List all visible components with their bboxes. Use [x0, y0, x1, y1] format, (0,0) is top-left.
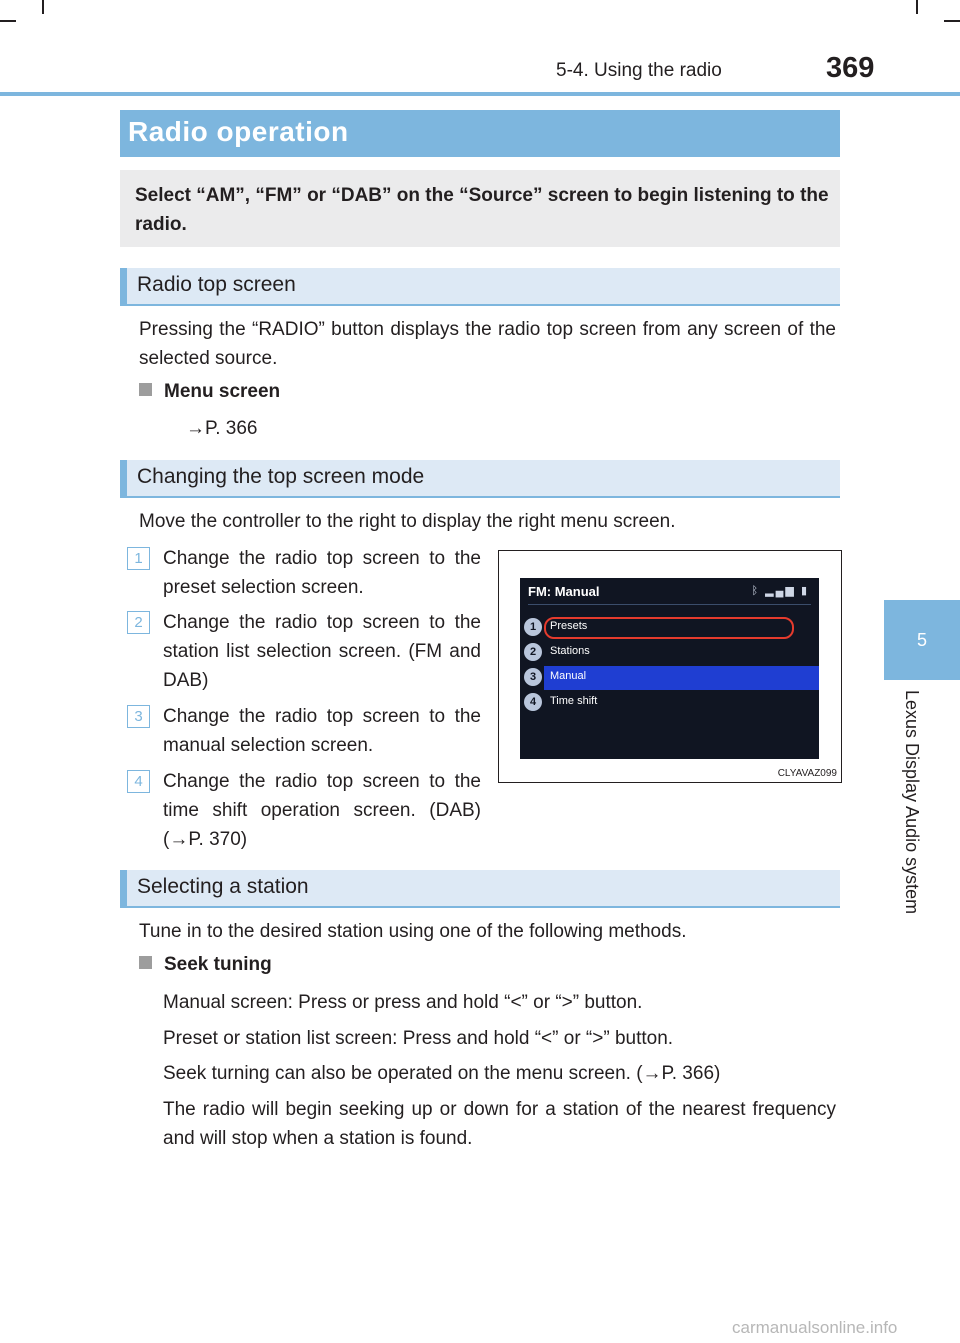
subheading-label: Radio top screen — [137, 273, 296, 296]
menu-screen-heading — [139, 381, 280, 403]
crop-mark-top-left — [42, 0, 44, 14]
menu-item-time-shift[interactable] — [520, 691, 819, 715]
intro-box — [120, 170, 840, 247]
menu-item-manual[interactable] — [520, 666, 819, 690]
subheading-radio-top-screen — [120, 268, 840, 304]
menu-item-presets[interactable] — [520, 616, 819, 640]
menu-label: Presets — [550, 620, 588, 632]
menu-label: Manual — [550, 670, 587, 682]
step-number-2: 2 — [127, 611, 150, 634]
watermark: carmanualsonline.info — [732, 1318, 898, 1337]
radio-screen-figure — [498, 550, 842, 783]
step-text-2: Change the radio top screen to the station list selection screen. (FM and DAB) — [163, 612, 481, 691]
crop-mark-top-left-h — [0, 20, 16, 22]
step-number-1: 1 — [127, 547, 150, 570]
seek-line-3: Seek turning can also be operated on the menu screen. (→P. 366) — [163, 1063, 721, 1084]
page-number: 369 — [826, 52, 875, 84]
figure-caption: CLYAVAZ099 — [777, 768, 837, 779]
step-number-3: 3 — [127, 705, 150, 728]
menu-label: Stations — [550, 645, 590, 657]
menu-number: 2 — [524, 643, 542, 661]
menu-label: Time shift — [550, 695, 598, 707]
seek-line-1: Manual screen: Press or press and hold “<” or “>” button. — [163, 992, 643, 1013]
battery-icon: ▮ — [800, 585, 809, 597]
screen-title: FM: Manual — [528, 584, 600, 599]
selecting-station-text: Tune in to the desired station using one of the following methods. — [139, 921, 687, 942]
crop-mark-top-right — [916, 0, 918, 14]
header-rule — [0, 92, 960, 96]
step-text-1: Change the radio top screen to the preset selection screen. — [163, 548, 481, 598]
subheading-label: Changing the top screen mode — [137, 465, 425, 488]
seek-line-4: The radio will begin seeking up or down for a station of the nearest frequency and will stop when a station is found. — [163, 1099, 836, 1149]
step-text-3: Change the radio top screen to the manual selection screen. — [163, 706, 481, 756]
changing-mode-text: Move the controller to the right to display the right menu screen. — [139, 511, 676, 532]
menu-number: 4 — [524, 693, 542, 711]
seek-tuning-label: Seek tuning — [164, 954, 272, 975]
page-title: Radio operation — [128, 116, 349, 147]
status-icons — [751, 584, 809, 597]
page-title-bar — [120, 110, 840, 157]
signal-icon: ▂▄▆ — [765, 585, 796, 597]
screen-divider — [528, 604, 811, 605]
chapter-title: Lexus Display Audio system — [902, 690, 922, 915]
bullet-square-icon — [139, 383, 152, 396]
bluetooth-icon: ᛒ — [751, 585, 761, 597]
menu-item-stations[interactable] — [520, 641, 819, 665]
step-number-4: 4 — [127, 770, 150, 793]
display-screen — [520, 578, 819, 759]
menu-number: 3 — [524, 668, 542, 686]
subheading-label: Selecting a station — [137, 875, 309, 898]
menu-number: 1 — [524, 618, 542, 636]
menu-screen-ref-link[interactable]: →P. 366 — [186, 418, 258, 439]
menu-screen-label: Menu screen — [164, 381, 281, 402]
bullet-square-icon — [139, 956, 152, 969]
crop-mark-top-right-h — [944, 20, 960, 22]
chapter-tab: 5 — [884, 600, 960, 680]
step-text-4: Change the radio top screen to the time shift operation screen. (DAB) (→P. 370) — [163, 771, 481, 850]
section-header: 5-4. Using the radio — [556, 60, 722, 81]
intro-text: Select “AM”, “FM” or “DAB” on the “Source” screen to begin listening to the radio. — [135, 185, 829, 235]
subheading-changing-mode — [120, 460, 840, 496]
chapter-sidebar — [884, 680, 960, 1260]
seek-tuning-heading — [139, 954, 272, 976]
subheading-selecting-station — [120, 870, 840, 906]
seek-line-2: Preset or station list screen: Press and hold “<” or “>” button. — [163, 1028, 674, 1049]
radio-top-screen-text: Pressing the “RADIO” button displays the radio top screen from any screen of the selected source. — [139, 319, 836, 369]
